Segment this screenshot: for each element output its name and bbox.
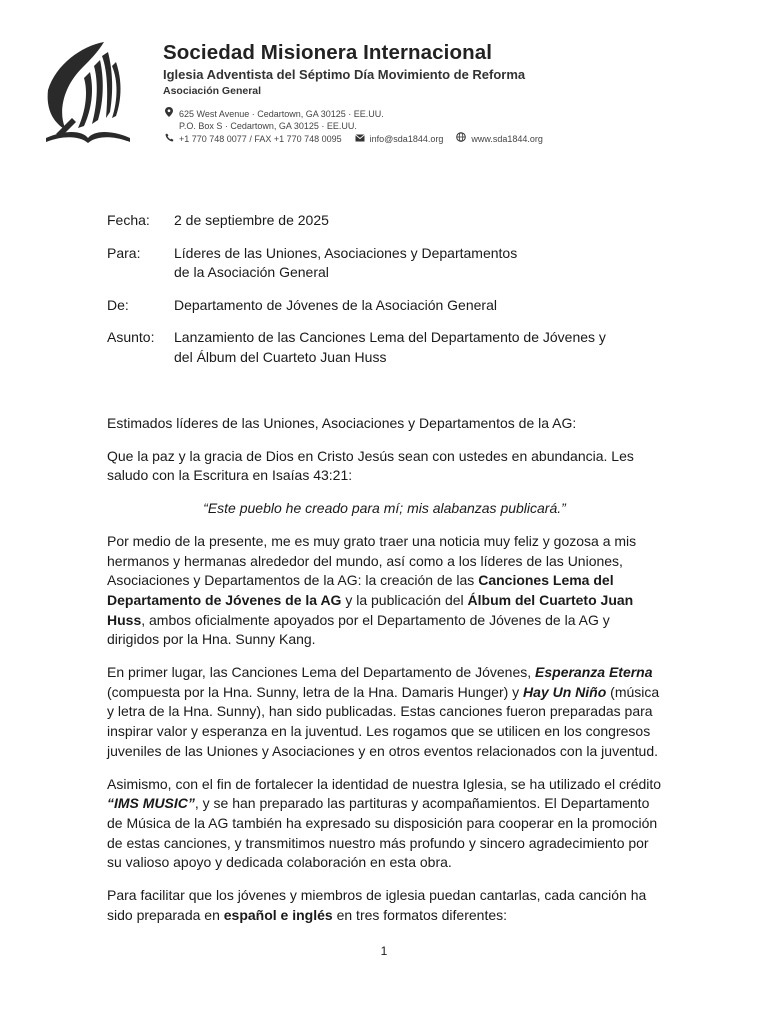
- date-value: 2 de septiembre de 2025: [174, 212, 329, 228]
- to-label: Para:: [107, 244, 141, 261]
- phone-icon: [163, 133, 175, 145]
- memo-header: [107, 211, 667, 380]
- to-field: [107, 244, 667, 283]
- subject-value: [174, 328, 667, 367]
- to-value: [174, 244, 667, 283]
- paragraph-ims-music: Asimismo, con el fin de fortalecer la identidad de nuestra Iglesia, se ha utilizado el crédito “IMS MUSIC”, y se han preparado las partituras y acompañamientos. El Departamento de Música de la AG también ha expresado su disposición para cooperar en la promoción de estas canciones, y transmitimos nuestro más profundo y sincero agradecimiento por su valioso apoyo y dedicada colaboración en esta obra.: [107, 775, 662, 871]
- date-field: [107, 211, 667, 231]
- street-address: 625 West Avenue · Cedartown, GA 30125 · EE.UU.: [179, 108, 384, 119]
- to-line-1: Líderes de las Uniones, Asociaciones y Departamentos: [174, 244, 518, 261]
- po-box-address: P.O. Box S · Cedartown, GA 30125 · EE.UU.: [179, 121, 357, 131]
- subject-label: Asunto:: [107, 329, 155, 345]
- date-label: Fecha:: [107, 212, 150, 228]
- scripture-quote: “Este pueblo he creado para mí; mis alabanzas publicará.”: [203, 500, 566, 517]
- greeting: Estimados líderes de las Uniones, Asociaciones y Departamentos de la AG:: [107, 415, 577, 431]
- church-logo-icon: [42, 38, 134, 150]
- subject-line-2: del Álbum del Cuarteto Juan Huss: [174, 348, 387, 365]
- letter-body: [107, 414, 662, 938]
- map-pin-icon: [163, 107, 175, 120]
- organization-association: Asociación General: [163, 85, 262, 97]
- from-label: De:: [107, 296, 129, 313]
- letterhead: [40, 38, 740, 158]
- song-title-esperanza-eterna: Esperanza Eterna: [535, 664, 653, 681]
- bold-languages: español e inglés: [223, 906, 333, 923]
- from-value: Departamento de Jóvenes de la Asociación General: [174, 296, 497, 313]
- organization-name: Sociedad Misionera Internacional: [163, 41, 493, 64]
- contact-info: [163, 107, 543, 145]
- song-title-hay-un-nino: Hay Un Niño: [523, 683, 607, 700]
- paragraph-announcement: Por medio de la presente, me es muy grato traer una noticia muy feliz y gozosa a mis hermanos y hermanas alrededor del mundo, así como a los líderes de las Uniones, Asociaciones y Departamentos de la AG: la creación de las Canciones Lema del Departamento de Jóvenes de la AG y la publicación del Álbum del Cuarteto Juan Huss, ambos oficialmente apoyados por el Departamento de Jóvenes de la AG y dirigidos por la Hna. Sunny Kang.: [107, 532, 637, 648]
- phone-email-web-row: [163, 132, 543, 145]
- from-field: [107, 296, 667, 316]
- email-link[interactable]: info@sda1844.org: [369, 133, 444, 144]
- globe-icon: [455, 132, 467, 145]
- to-line-2: de la Asociación General: [174, 264, 329, 280]
- subject-field: [107, 328, 667, 367]
- subject-line-1: Lanzamiento de las Canciones Lema del Departamento de Jóvenes y: [174, 329, 606, 345]
- page-number: 1: [380, 944, 388, 958]
- po-box-row: [163, 120, 543, 132]
- paragraph-peace-greeting: Que la paz y la gracia de Dios en Cristo Jesús sean con ustedes en abundancia. Les saludo con la Escritura en Isaías 43:21:: [107, 447, 634, 484]
- organization-subtitle: Iglesia Adventista del Séptimo Día Movimiento de Reforma: [163, 67, 526, 82]
- address-row: [163, 107, 543, 120]
- bold-youth-songs: Canciones Lema del Departamento de Jóvenes de la AG: [107, 572, 614, 608]
- bold-album-title: Álbum del Cuarteto Juan Huss: [107, 591, 634, 628]
- phone-fax: +1 770 748 0077 / FAX +1 770 748 0095: [179, 133, 342, 144]
- paragraph-formats: Para facilitar que los jóvenes y miembros de iglesia puedan cantarlas, cada canción ha sido preparada en español e inglés en tres formatos diferentes:: [107, 887, 647, 923]
- website-link[interactable]: www.sda1844.org: [471, 133, 543, 144]
- credit-ims-music: “IMS MUSIC”: [107, 795, 195, 812]
- envelope-icon: [354, 133, 366, 145]
- paragraph-songs: En primer lugar, las Canciones Lema del Departamento de Jóvenes, Esperanza Eterna (compuesta por la Hna. Sunny, letra de la Hna. Damaris Hunger) y Hay Un Niño (música y letra de la Hna. Sunny), han sido publicadas. Estas canciones fueron preparadas para inspirar valor y esperanza en la juventud. Les rogamos que se utilicen en los congresos juveniles de las Uniones y Asociaciones y en otros eventos relacionados con la juventud.: [107, 664, 660, 759]
